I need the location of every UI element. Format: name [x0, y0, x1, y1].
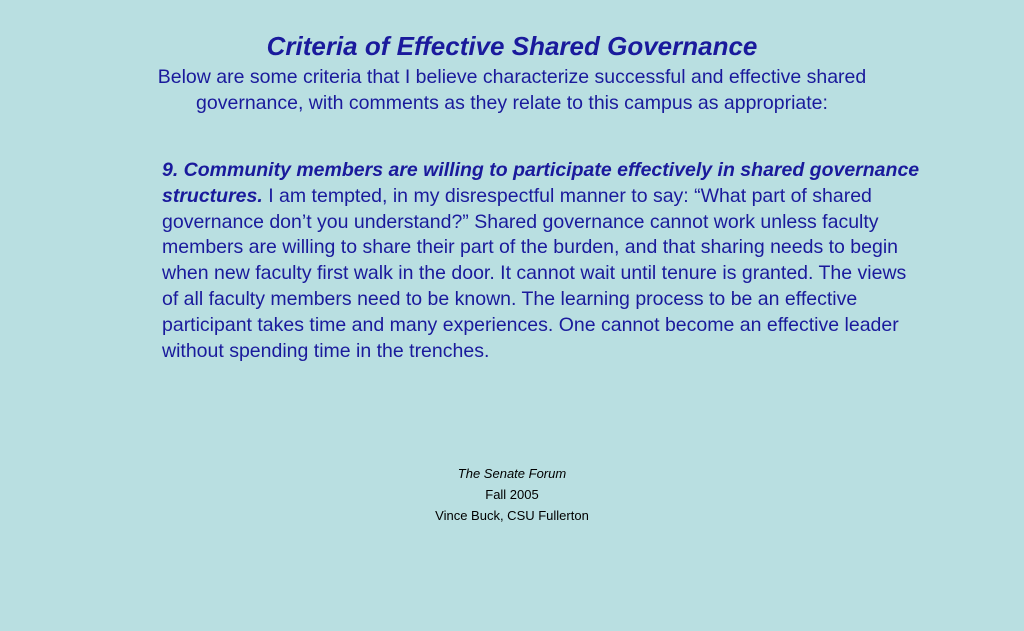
- slide-title: Criteria of Effective Shared Governance: [266, 31, 758, 61]
- author-credit: Vince Buck, CSU Fullerton: [435, 508, 589, 523]
- criterion-paragraph: [162, 158, 922, 364]
- citation-footer: [0, 463, 1024, 526]
- publication-name: The Senate Forum: [457, 466, 567, 481]
- criterion-text: I am tempted, in my disrespectful manner to say: “What part of shared governance don’t you understand?” Shared governance cannot work unless faculty members are willing to share their part of the burden, and that sharing needs to begin when new faculty first walk in the door. It cannot wait until tenure is granted. The views of all faculty members need to be known. The learning process to be an effective participant takes time and many experiences. One cannot become an effective leader without spending time in the trenches.: [162, 184, 907, 362]
- slide-subtitle: Below are some criteria that I believe characterize successful and effective shared governance, with comments as they relate to this campus as appropriate:: [157, 66, 867, 114]
- criterion-heading: 9. Community members are willing to participate effectively in shared governance structures.: [162, 159, 920, 207]
- publication-issue: Fall 2005: [485, 487, 539, 502]
